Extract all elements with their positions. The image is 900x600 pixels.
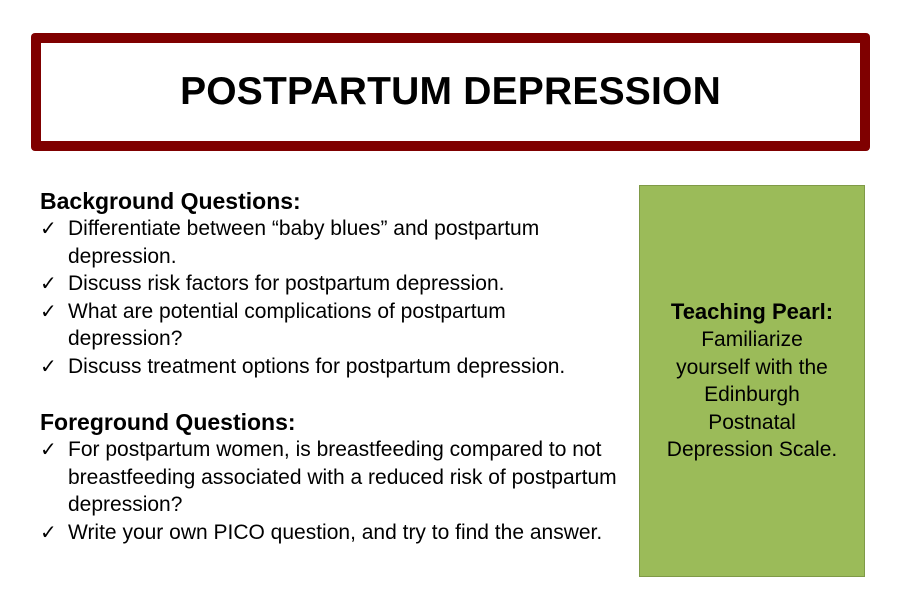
page-title: POSTPARTUM DEPRESSION [180,70,721,113]
title-frame [31,33,870,151]
list-item [40,519,625,547]
background-item-text: Discuss risk factors for postpartum depression. [68,272,505,295]
teaching-pearl-heading: Teaching Pearl: [670,299,834,325]
foreground-heading: Foreground Questions: [40,409,296,435]
questions-column [40,187,625,546]
background-item-text: Discuss treatment options for postpartum depression. [68,354,566,378]
background-item-text: Differentiate between “baby blues” and postpartum depression. [68,217,540,268]
teaching-pearl-line: Edinburgh [704,383,800,407]
list-item [40,353,625,381]
title-panel [41,43,860,141]
teaching-pearl-box [639,185,865,577]
check-icon: ✓ [40,271,57,295]
list-item [40,298,625,353]
foreground-item-text: Write your own PICO question, and try to find the answer. [68,520,603,544]
check-icon: ✓ [40,519,57,544]
foreground-item-text: For postpartum women, is breastfeeding compared to not breastfeeding associated with a reduced risk of postpartum depression? [68,438,617,516]
background-item-text: What are potential complications of postpartum depression? [68,299,506,350]
teaching-pearl-line: Depression Scale. [666,438,838,462]
list-item [40,270,625,298]
check-icon: ✓ [40,216,57,240]
teaching-pearl-line: Postnatal [708,410,796,434]
check-icon: ✓ [40,353,57,378]
background-list [40,215,625,380]
check-icon: ✓ [40,437,57,461]
list-item [40,215,625,270]
section-spacer [40,380,625,408]
list-item [40,436,625,519]
foreground-list [40,436,625,546]
background-heading: Background Questions: [40,188,301,214]
check-icon: ✓ [40,298,57,323]
teaching-pearl-line: yourself with the [676,355,828,379]
teaching-pearl-line: Familiarize [701,328,803,352]
